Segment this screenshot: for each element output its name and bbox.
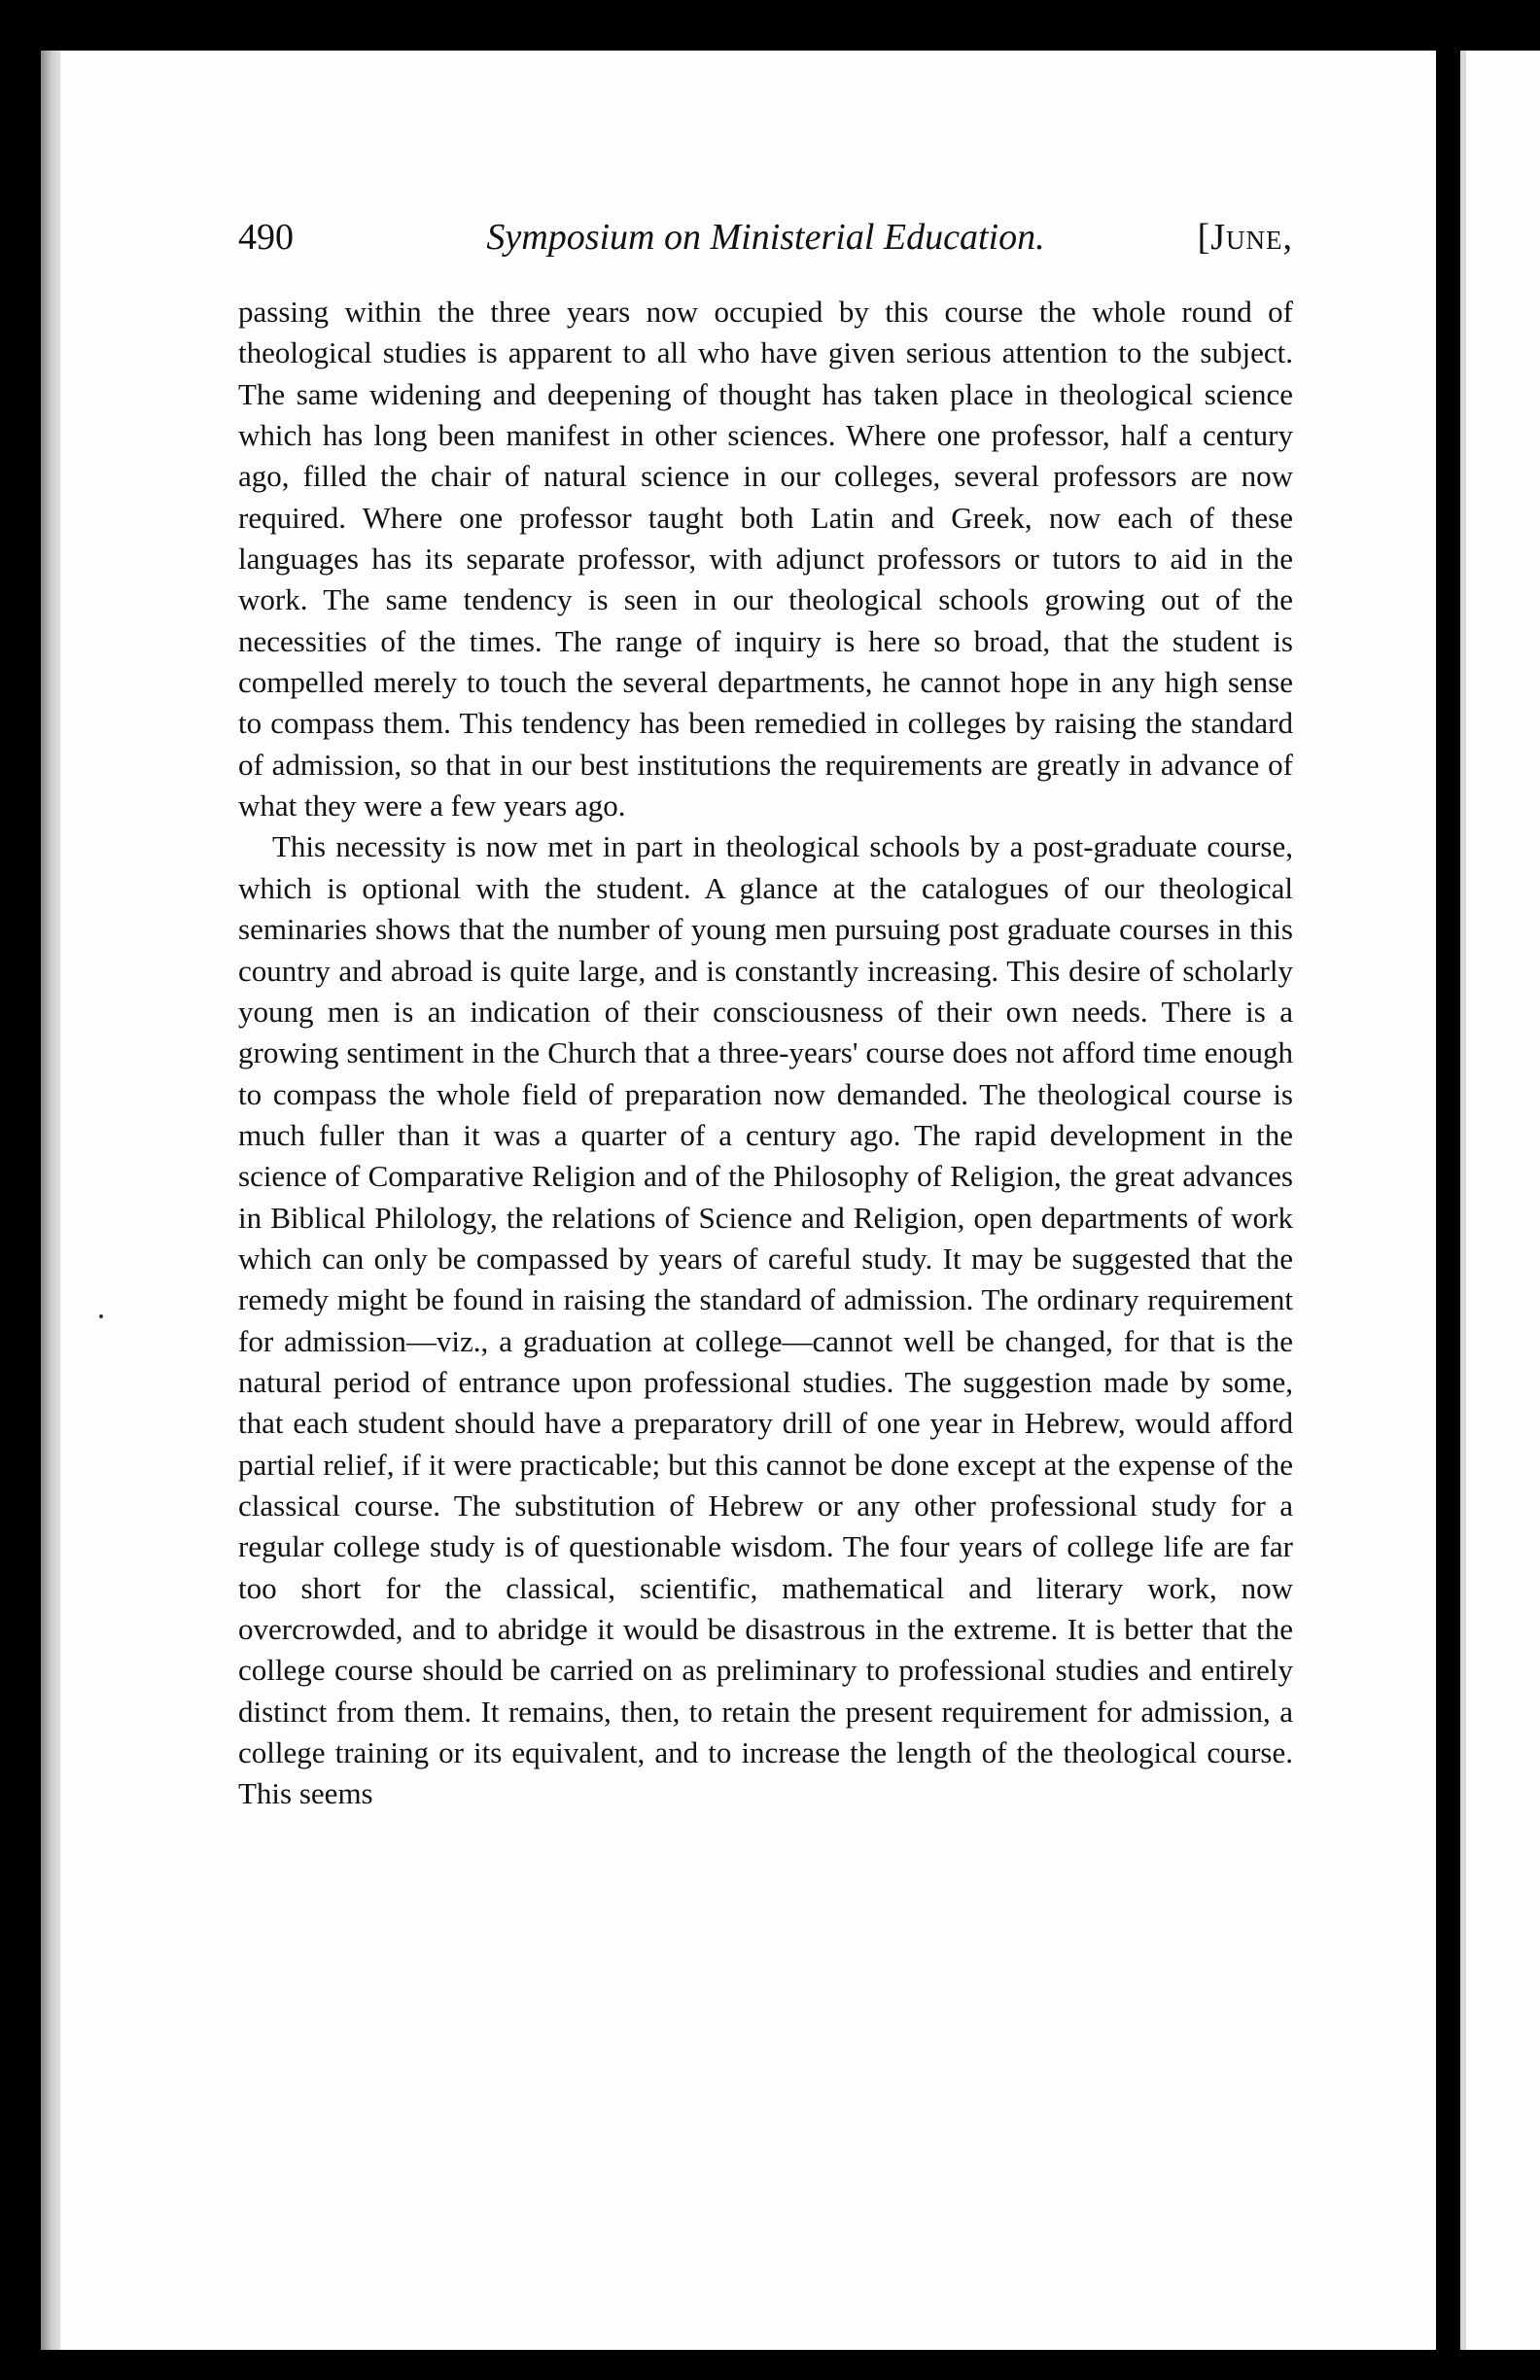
facing-page-sliver <box>1460 51 1540 2350</box>
running-title: Symposium on Ministerial Education. <box>486 217 1045 258</box>
facing-page-edge <box>1460 51 1466 2350</box>
header-month: [June, <box>1197 217 1293 258</box>
paragraph-continued: passing within the three years now occupied by this course the whole round of theological studies is apparent to all who have given serious attention to the subject. The same widening and deepening of thought has taken place in theological science which has long been manifest in other sciences. Where one professor, half a century ago, filled the chair of natural science in our colleges, several professors are now required. Where one professor taught both Latin and Greek, now each of these languages has its separate professor, with adjunct professors or tutors to aid in the work. The same tendency is seen in our theological schools growing out of the necessities of the times. The range of inquiry is here so broad, that the student is compelled merely to touch the several departments, he cannot hope in any high sense to compass them. This tendency has been remedied in colleges by raising the standard of admission, so that in our best institutions the requirements are greatly in advance of what they were a few years ago. <box>238 295 1293 823</box>
running-header <box>238 216 1293 274</box>
paragraph: This necessity is now met in part in theological schools by a post-graduate course, which is optional with the student. A glance at the catalogues of our theological seminaries shows that the number of young men pursuing post graduate courses in this country and abroad is quite large, and is constantly increasing. This desire of scholarly young men is an indication of their consciousness of their own needs. There is a growing sentiment in the Church that a three-years' course does not afford time enough to compass the whole field of preparation now demanded. The theological course is much fuller than it was a quarter of a century ago. The rapid development in the science of Comparative Religion and of the Philosophy of Religion, the great advances in Biblical Philology, the relations of Science and Religion, open departments of work which can only be compassed by years of careful study. It may be suggested that the remedy might be found in raising the standard of admission. The ordinary requirement for admission—viz., a graduation at college—cannot well be changed, for that is the natural period of entrance upon professional studies. The suggestion made by some, that each student should have a preparatory drill of one year in Hebrew, would afford partial relief, if it were practicable; but this cannot be done except at the expense of the classical course. The substitution of Hebrew or any other professional study for a regular college study is of questionable wisdom. The four years of college life are far too short for the classical, scientific, mathematical and literary work, now overcrowded, and to abridge it would be disastrous in the extreme. It is better that the college course should be carried on as preliminary to professional studies and entirely distinct from them. It remains, then, to retain the present requirement for admission, a college training or its equivalent, and to increase the length of the theological course. This seems <box>238 829 1293 1811</box>
stray-ink-mark <box>99 1314 103 1318</box>
page-number: 490 <box>238 217 294 258</box>
body-text <box>238 292 1293 1815</box>
